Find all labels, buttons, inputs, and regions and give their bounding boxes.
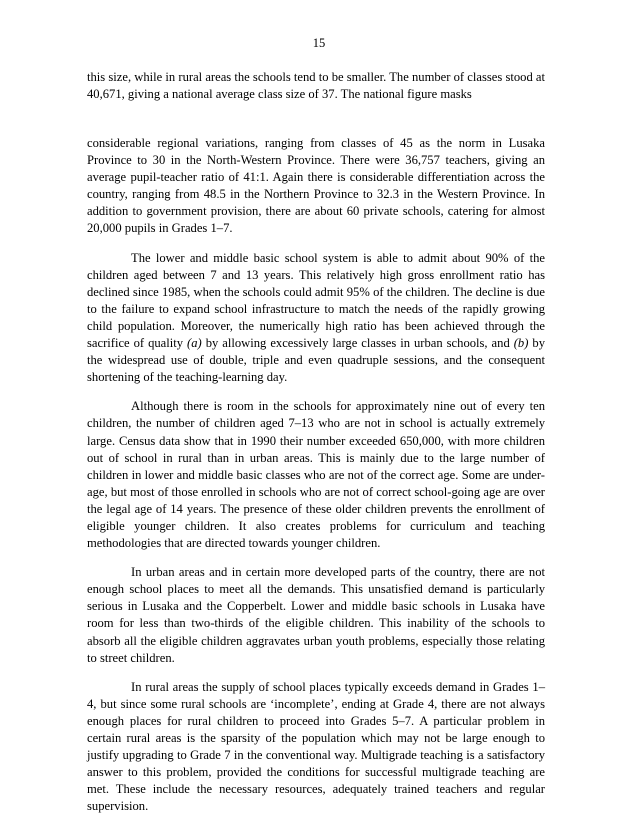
fragment-block	[87, 69, 545, 115]
enrollment-text-part1: The lower and middle basic school system is able to admit about 90% of the children aged between 7 and 13 years. This relatively high gross enrollment ratio has declined since 1985, when the schools could admit 95% of the children. The decline is due to the failure to expand school infrastructure to match the needs of the rapidly growing child population. Moreover, the numerically high ratio has been achieved through the sacrifice of quality	[87, 250, 545, 351]
paragraph-regional-variations: considerable regional variations, ranging from classes of 45 as the norm in Lusaka Province to 30 in the North-Western Province. There were 36,757 teachers, giving an average pupil-teacher ratio of 41:1. Again there is considerable differentiation across the country, ranging from 48.5 in the Northern Province to 32.3 in the Western Province. In addition to government provision, there are about 60 private schools, catering for almost 20,000 pupils in Grades 1–7.	[87, 136, 545, 236]
enrollment-marker-a: (a)	[187, 336, 202, 351]
enrollment-text-part2: by allowing excessively large classes in urban schools, and	[201, 336, 514, 351]
enrollment-marker-b: (b)	[513, 336, 529, 351]
paragraph-rural-areas: In rural areas the supply of school places typically exceeds demand in Grades 1–4, but since some rural schools are ‘incomplete’, ending at Grade 4, there are not always enough places for rural children to proceed into Grades 5–7. A particular problem in certain rural areas is the sparsity of the population which may not be large enough to justify upgrading to Grade 7 in the conventional way. Multigrade teaching is a satisfactory answer to this problem, provided the conditions for successful multigrade teaching are met. These include the necessary resources, adequately trained teachers and regular supervision.	[87, 679, 545, 814]
fragment-paragraph: this size, while in rural areas the schools tend to be smaller. The number of classes stood at 40,671, giving a national average class size of 37. The national figure masks	[87, 70, 545, 102]
paragraph-out-of-school: Although there is room in the schools for approximately nine out of every ten children, the number of children aged 7–13 who are not in school is actually extremely large. Census data show that in 1990 their number exceeded 650,000, with more children out of school in rural than in urban areas. This is mainly due to the large number of children in lower and middle basic classes who are not of the correct age. Some are under-age, but most of those enrolled in schools who are not of correct school-going age are over the legal age of 14 years. The presence of these older children prevents the enrollment of eligible younger children. It also creates problems for curriculum and teaching methodologies that are directed towards younger children.	[87, 399, 545, 551]
page-number: 15	[312, 36, 326, 50]
enrollment-text-part3: by the widespread use of double, triple and even quadruple sessions, and the consequent shortening of the teaching-learning day.	[87, 336, 545, 385]
paragraph-urban-areas: In urban areas and in certain more developed parts of the country, there are not enough school places to meet all the demands. This unsatisfied demand is particularly serious in Lusaka and the Copperbelt. Lower and middle basic schools in Lusaka have room for less than two-thirds of the eligible children. This inability of the schools to absorb all the eligible children aggravates urban youth problems, especially those relating to street children.	[87, 565, 545, 665]
main-text-block	[87, 135, 545, 827]
paragraph-enrollment-ratio	[87, 250, 545, 387]
